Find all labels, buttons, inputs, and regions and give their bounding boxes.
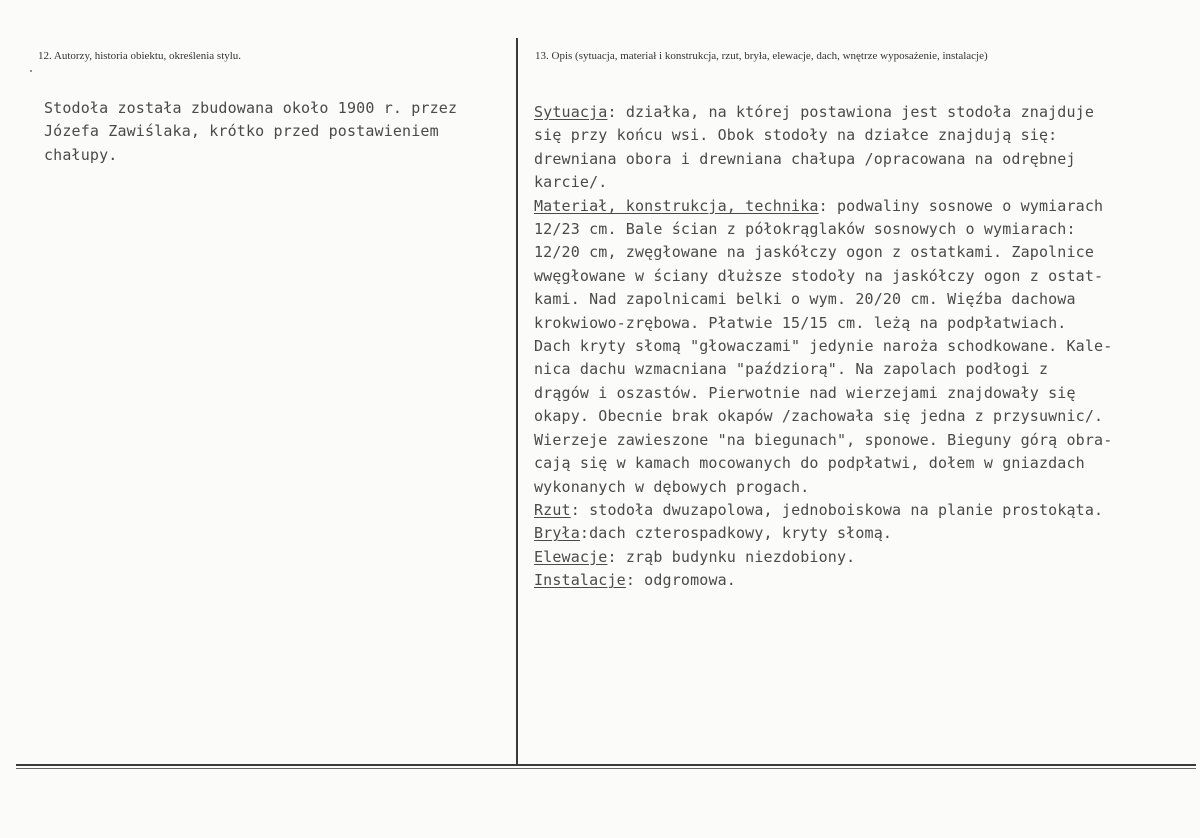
text-line: chałupy. — [44, 145, 118, 164]
text-line: Józefa Zawiślaka, krótko przed postawieniem — [44, 122, 439, 141]
text-line: Stodoła została zbudowana około 1900 r. przez — [44, 99, 458, 117]
text-line: wwęgłowane w ściany dłuższe stodoły na jaskółczy ogon z ostat- — [534, 266, 1104, 285]
stray-dot — [30, 70, 32, 72]
text-line: Wierzeje zawieszone "na biegunach", sponowe. Bieguny górą obra- — [534, 430, 1113, 449]
text-line: Materiał, konstrukcja, technika: podwaliny sosnowe o wymiarach — [534, 196, 1104, 215]
text-line: nica dachu wzmacniana "paździorą". Na zapolach podłogi z — [534, 360, 1049, 379]
text-line: Sytuacja: działka, na której postawiona jest stodoła znajduje — [534, 103, 1095, 121]
column-divider — [516, 38, 518, 766]
section-12-header: 12. Autorzy, historia obiektu, określenia stylu. — [38, 50, 242, 62]
field-label-material: Materiał, konstrukcja, technika — [534, 196, 819, 215]
field-label-rzut: Rzut — [534, 500, 571, 519]
field-label-bryla: Bryła — [534, 524, 580, 543]
text-line: Rzut: stodoła dwuzapolowa, jednoboiskowa na planie prostokąta. — [534, 500, 1104, 519]
text-line: Dach kryty słomą "głowaczami" jedynie naroża schodkowane. Kale- — [534, 337, 1113, 356]
field-label-elewacje: Elewacje — [534, 547, 608, 566]
text-line: drewniana obora i drewniana chałupa /opracowana na odrębnej — [534, 149, 1076, 168]
text-line: 12/23 cm. Bale ścian z półokrąglaków sosnowych o wymiarach: — [534, 220, 1076, 239]
text-line: cają się w kamach mocowanych do podpłatwi, dołem w gniazdach — [534, 454, 1085, 473]
text-line: kami. Nad zapolnicami belki o wym. 20/20 cm. Więźba dachowa — [534, 290, 1076, 309]
text-line: wykonanych w dębowych progach. — [534, 477, 810, 496]
section-13-header: 13. Opis (sytuacja, materiał i konstrukcja, rzut, bryła, elewacje, dach, wnętrze wyposażenie, instalacje) — [535, 50, 988, 62]
text-line: Instalacje: odgromowa. — [534, 571, 736, 590]
text-line: krokwiowo-zrębowa. Płatwie 15/15 cm. leżą na podpłatwiach. — [534, 313, 1067, 332]
text-line: okapy. Obecnie brak okapów /zachowała się jedna z przysuwnic/. — [534, 407, 1104, 426]
section-12-body — [44, 97, 514, 167]
field-label-instalacje: Instalacje — [534, 571, 626, 590]
text-line: Elewacje: zrąb budynku niezdobiony. — [534, 547, 856, 566]
text-line: się przy końcu wsi. Obok stodoły na działce znajdują się: — [534, 126, 1058, 145]
text-line: Bryła:dach czterospadkowy, kryty słomą. — [534, 524, 893, 543]
text-line: drągów i oszastów. Pierwotnie nad wierzejami znajdowały się — [534, 383, 1076, 402]
bottom-rule-thin — [16, 768, 1196, 769]
bottom-rule — [16, 764, 1196, 766]
text-line: karcie/. — [534, 173, 608, 192]
text-line: 12/20 cm, zwęgłowane na jaskółczy ogon z ostatkami. Zapolnice — [534, 243, 1095, 262]
section-13-body — [534, 101, 1194, 593]
field-label-sytuacja: Sytuacja — [534, 103, 608, 121]
